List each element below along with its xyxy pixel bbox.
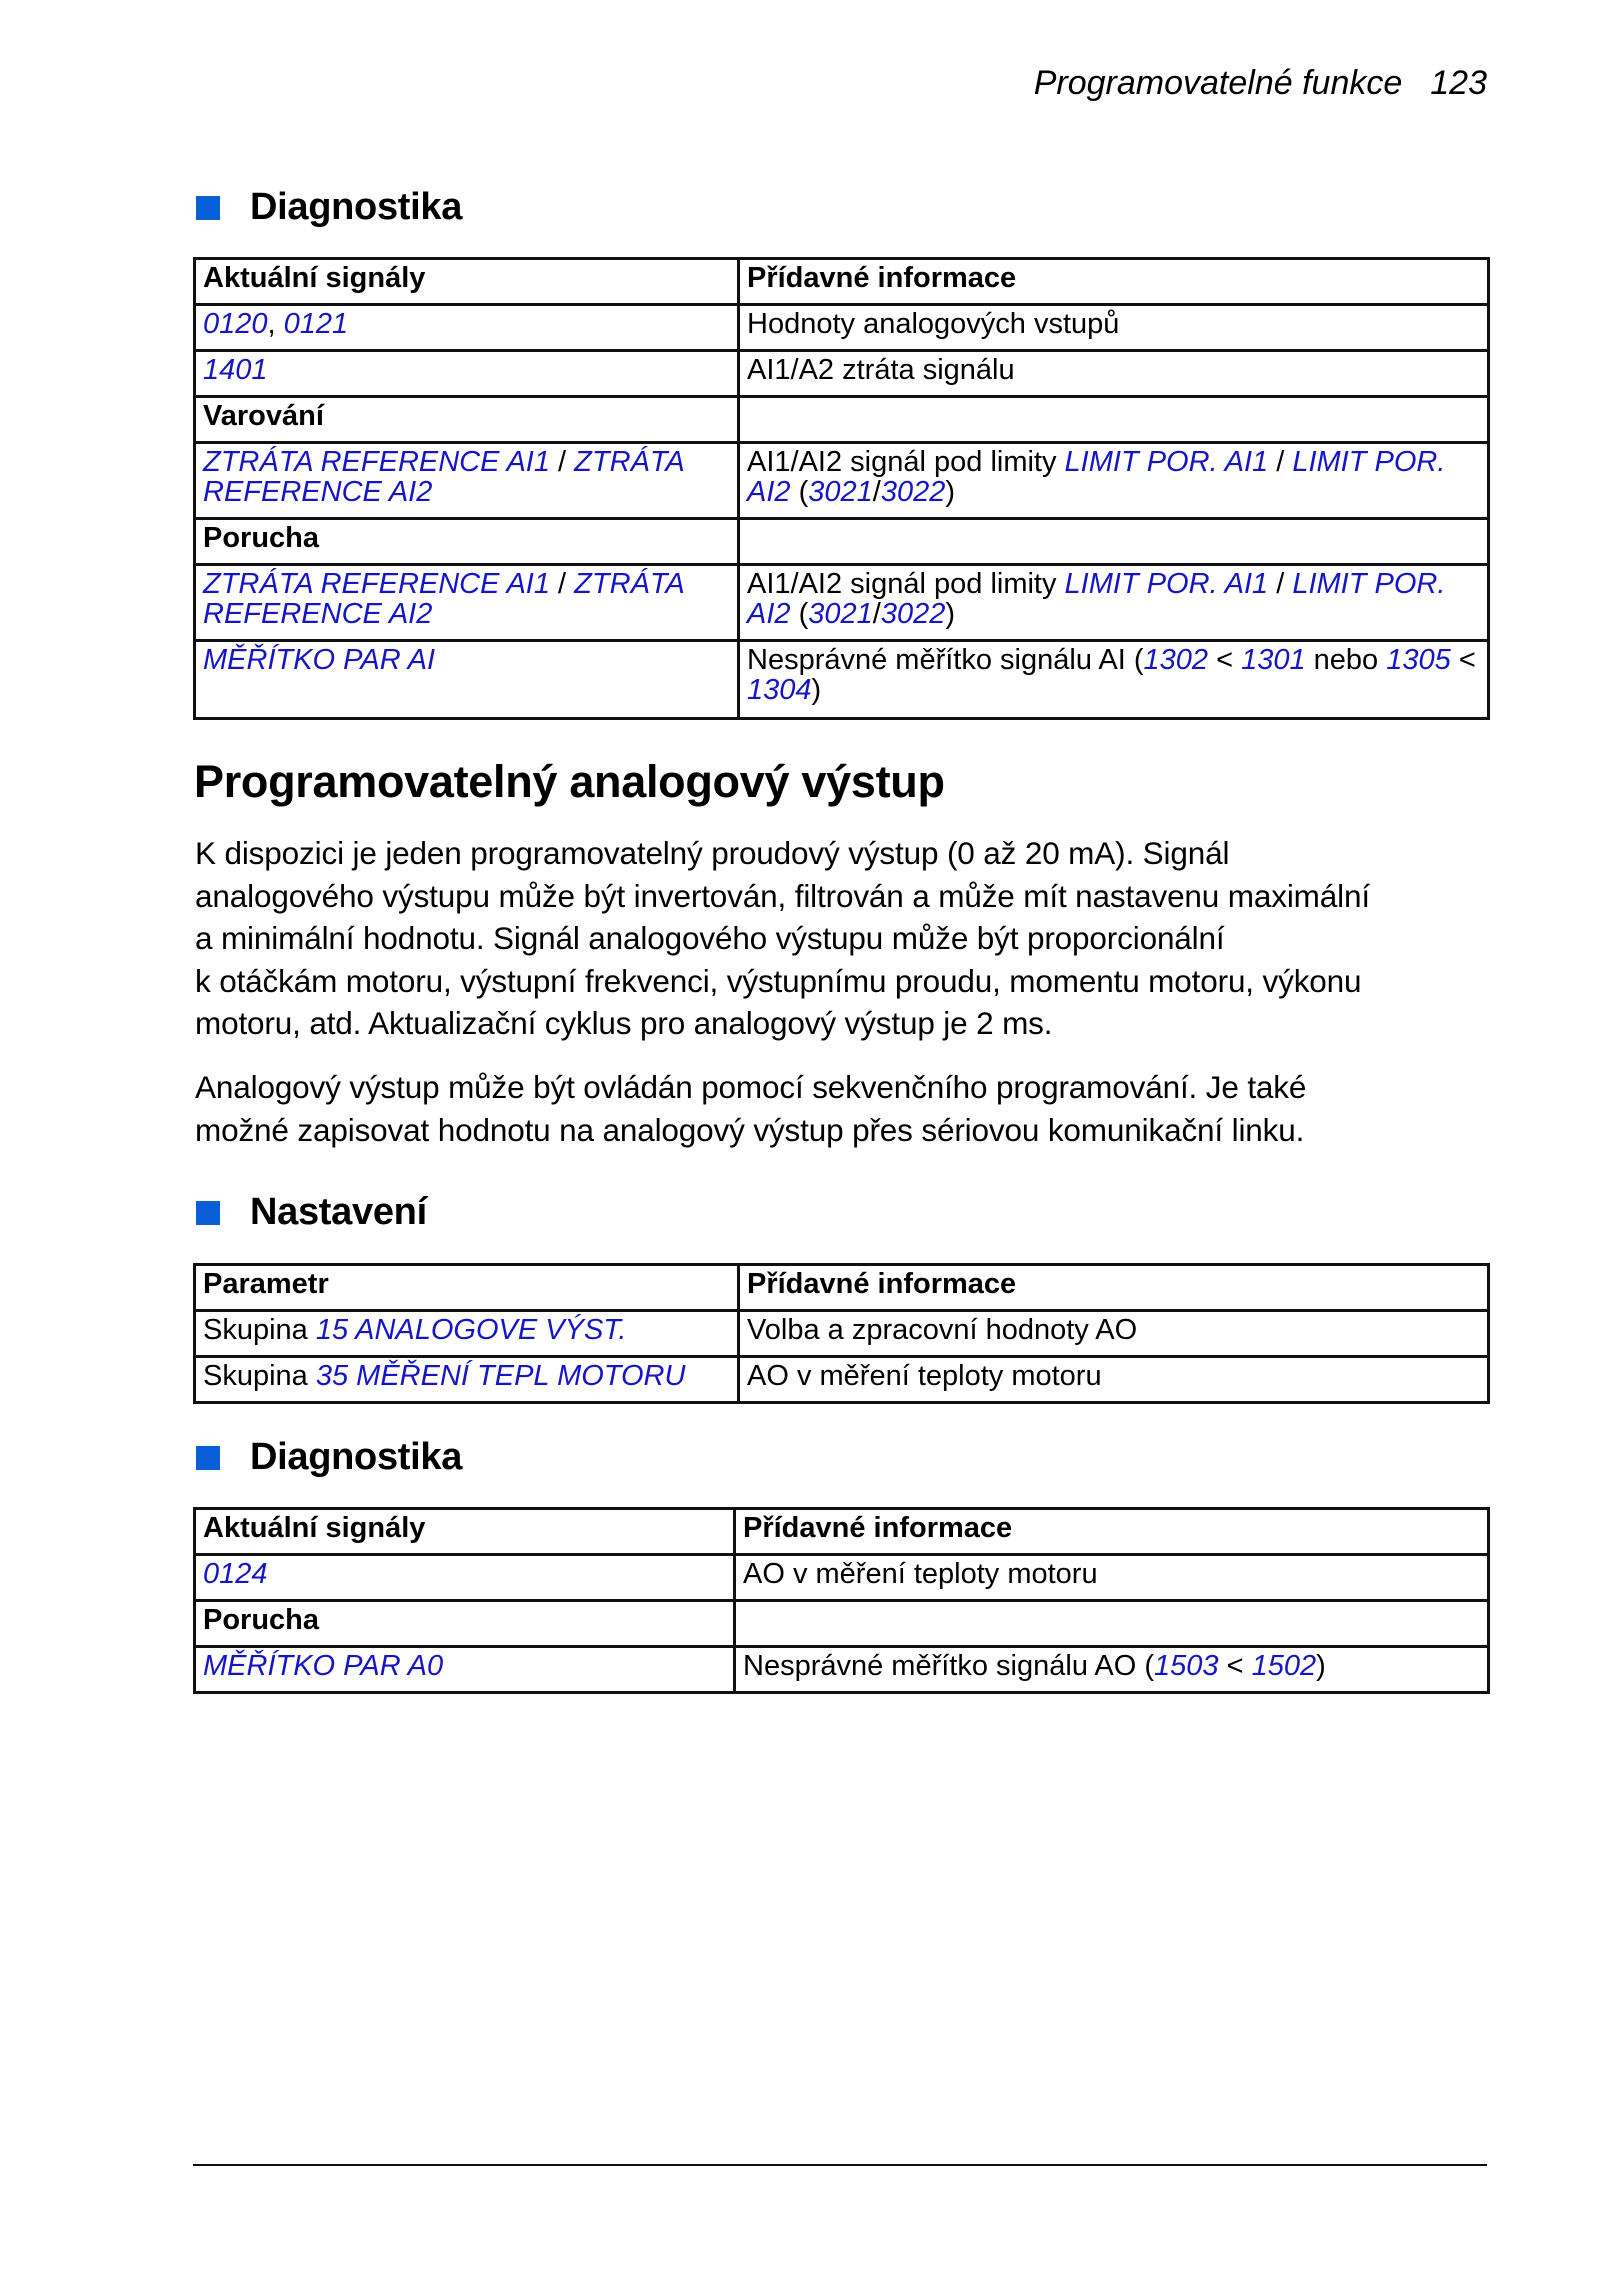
param-link-1302[interactable]: 1302: [1143, 644, 1209, 676]
param-link-0120[interactable]: 0120: [203, 308, 268, 340]
page-number: 123: [1430, 64, 1487, 102]
param-link-3022[interactable]: 3022: [880, 476, 946, 508]
param-link-3021[interactable]: 3021: [808, 598, 873, 630]
fault-link-scale-ai[interactable]: MĚŘÍTKO PAR AI: [203, 644, 436, 676]
diagnostika-heading-2: [196, 1436, 462, 1479]
running-header: [1034, 64, 1487, 103]
empty-cell: [735, 1601, 1489, 1647]
param-link-limit-ai1[interactable]: LIMIT POR. AI1: [1064, 568, 1269, 600]
param-link-limit-ai2[interactable]: LIMIT POR. AI2: [747, 568, 1446, 630]
table-category-row: [195, 397, 1489, 443]
info-cell: Hodnoty analogových vstupů: [739, 305, 1489, 351]
param-link-1304[interactable]: 1304: [747, 674, 812, 706]
column-header: Přídavné informace: [739, 259, 1489, 305]
table-row: [195, 1647, 1489, 1693]
footer-divider: [193, 2164, 1487, 2166]
group-link-15[interactable]: 15 ANALOGOVE VÝST.: [315, 1314, 627, 1346]
category-cell-porucha: Porucha: [195, 1601, 735, 1647]
blue-square-bullet-icon: [196, 1201, 220, 1225]
empty-cell: [739, 519, 1489, 565]
nastaveni-table: [193, 1263, 1490, 1404]
info-cell: AO v měření teploty motoru: [735, 1555, 1489, 1601]
param-link-1503[interactable]: 1503: [1154, 1650, 1219, 1682]
signal-cell: ZTRÁTA REFERENCE AI1 / ZTRÁTA REFERENCE AI2: [195, 443, 739, 519]
empty-cell: [739, 397, 1489, 443]
category-cell-porucha: Porucha: [195, 519, 739, 565]
column-header: Přídavné informace: [735, 1509, 1489, 1555]
signal-cell: [195, 641, 739, 719]
column-header: Přídavné informace: [739, 1265, 1489, 1311]
heading-text: Diagnostika: [250, 1436, 463, 1478]
table-row: [195, 443, 1489, 519]
param-link-3021[interactable]: 3021: [808, 476, 873, 508]
fault-link-ai2[interactable]: ZTRÁTA REFERENCE AI2: [203, 568, 684, 630]
signal-cell: [195, 1647, 735, 1693]
column-header: Parametr: [195, 1265, 739, 1311]
fault-link-scale-ao[interactable]: MĚŘÍTKO PAR A0: [203, 1650, 444, 1682]
category-cell-varovani: Varování: [195, 397, 739, 443]
param-link-0121[interactable]: 0121: [283, 308, 349, 340]
table-row: [195, 305, 1489, 351]
nastaveni-heading: [196, 1191, 427, 1234]
signal-cell: ZTRÁTA REFERENCE AI1 / ZTRÁTA REFERENCE AI2: [195, 565, 739, 641]
signal-cell: 0120, 0121: [195, 305, 739, 351]
diagnostika-table-1: [193, 257, 1490, 720]
heading-text: Diagnostika: [250, 186, 463, 228]
param-link-limit-ai1[interactable]: LIMIT POR. AI1: [1064, 446, 1269, 478]
column-header: Aktuální signály: [195, 1509, 735, 1555]
column-header: Aktuální signály: [195, 259, 739, 305]
table-row: [195, 641, 1489, 719]
param-cell: Skupina 35 MĚŘENÍ TEPL MOTORU: [195, 1357, 739, 1403]
table-row: [195, 565, 1489, 641]
diagnostika-heading-1: [196, 186, 462, 229]
param-link-0124[interactable]: 0124: [203, 1558, 268, 1590]
signal-cell: [195, 1555, 735, 1601]
info-cell: Nesprávné měřítko signálu AO (1503 < 1502): [735, 1647, 1489, 1693]
info-cell: AO v měření teploty motoru: [739, 1357, 1489, 1403]
param-link-1305[interactable]: 1305: [1386, 644, 1451, 676]
info-cell: AI1/AI2 signál pod limity LIMIT POR. AI1 / LIMIT POR. AI2 (3021/3022): [739, 565, 1489, 641]
param-link-1502[interactable]: 1502: [1251, 1650, 1317, 1682]
info-cell: AI1/A2 ztráta signálu: [739, 351, 1489, 397]
param-link-1301[interactable]: 1301: [1241, 644, 1306, 676]
section-title: Programovatelné funkce: [1033, 64, 1403, 102]
alarm-link-ai1[interactable]: ZTRÁTA REFERENCE AI1: [203, 446, 550, 478]
table-category-row: [195, 1601, 1489, 1647]
diagnostika-table-2: [193, 1507, 1490, 1694]
info-cell: Volba a zpracovní hodnoty AO: [739, 1311, 1489, 1357]
alarm-link-ai2[interactable]: ZTRÁTA REFERENCE AI2: [203, 446, 684, 508]
blue-square-bullet-icon: [196, 196, 220, 220]
param-link-limit-ai2[interactable]: LIMIT POR. AI2: [747, 446, 1446, 508]
param-link-3022[interactable]: 3022: [880, 598, 946, 630]
paragraph-2: Analogový výstup může být ovládán pomocí sekvenčního programování. Je také možné zapisovat hodnotu na analogový výstup přes sériovou komunikační linku.: [195, 1069, 1307, 1148]
table-header-row: [195, 1265, 1489, 1311]
blue-square-bullet-icon: [196, 1446, 220, 1470]
param-cell: Skupina 15 ANALOGOVE VÝST.: [195, 1311, 739, 1357]
fault-link-ai1[interactable]: ZTRÁTA REFERENCE AI1: [203, 568, 550, 600]
section-heading: Programovatelný analogový výstup: [194, 756, 945, 807]
paragraph-1: K dispozici je jeden programovatelný proudový výstup (0 až 20 mA). Signál analogového výstupu může být invertován, filtrován a může mít nastavenu maximální a minimální hodnotu. Signál analogového výstupu může být proporcionální k otáčkám motoru, výstupní frekvenci, výstupnímu proudu, momentu motoru, výkonu motoru, atd. Aktualizační cyklus pro analogový výstup je 2 ms.: [195, 835, 1370, 1041]
heading-text: Nastavení: [250, 1191, 427, 1233]
table-header-row: [195, 259, 1489, 305]
param-link-1401[interactable]: 1401: [203, 354, 268, 386]
table-row: [195, 1311, 1489, 1357]
group-link-35[interactable]: 35 MĚŘENÍ TEPL MOTORU: [315, 1360, 686, 1392]
table-row: [195, 1357, 1489, 1403]
table-header-row: [195, 1509, 1489, 1555]
signal-cell: [195, 351, 739, 397]
info-cell: Nesprávné měřítko signálu AI (1302 < 1301 nebo 1305 < 1304): [739, 641, 1489, 719]
table-row: [195, 351, 1489, 397]
table-row: [195, 1555, 1489, 1601]
info-cell: AI1/AI2 signál pod limity LIMIT POR. AI1 / LIMIT POR. AI2 (3021/3022): [739, 443, 1489, 519]
table-category-row: [195, 519, 1489, 565]
